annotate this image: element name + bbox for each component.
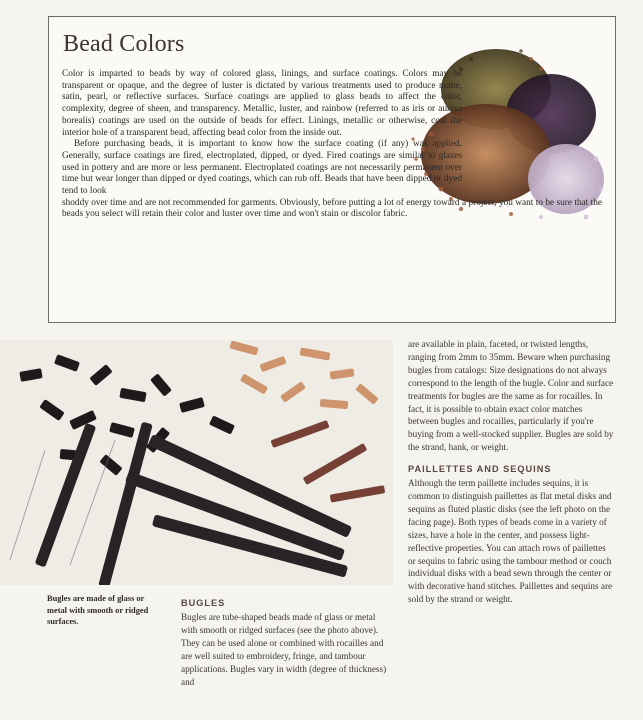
sidebar-paragraph-1: Color is imparted to beads by way of colored glass, linings, and surface coatings. Colors may be transparent or opaque, and the degree of luster is dictated by various treatments used to produce matte, satin, pearl, or reflective surfaces. Surface coatings are applied to glass beads to affect the color, complexity, degree of sheen, and transparency. Metallic, luster, and rainbow (referred to as iris or aurora borealis) coatings are used on the outside of beads for effect. Linings, metallic or otherwise, coat the interior hole of a transparent bead, affecting bead color from the inside out. <box>62 69 462 138</box>
bugle-beads-photo <box>0 340 393 585</box>
bugles-column <box>181 611 390 688</box>
sidebar-body <box>62 69 602 221</box>
right-column <box>408 338 615 606</box>
sidebar-paragraph-2: Before purchasing beads, it is important to know how the surface coating (if any) was applied. Generally, surface coatings are fired, electroplated, dipped, or dyed. Fired coatings are similar to glazes used in pottery and are more or less permanent. Electroplated coatings are not necessarily permanent over time but wear longer than dipped or dyed coatings, which can rub off. Beads that have been dipped or dyed tend to look <box>62 139 462 197</box>
bugles-continued-text: are available in plain, faceted, or twisted lengths, ranging from 2mm to 35mm. Beware when purchasing bugles from catalogs: Size designations do not always correspond to the length of the bugle. Color and surface treatments for bugles are the same as for rocailles. In fact, it is possible to obtain exact color matches between bugles and rocailles, particularly if you're buying from a well-stocked supplier. Bugles are sold by the strand, hank, or weight. <box>408 339 614 453</box>
paillettes-heading: PAILLETTES AND SEQUINS <box>408 464 552 475</box>
bead-colors-sidebar <box>48 16 616 323</box>
bugles-text: Bugles are tube-shaped beads made of glass or metal with smooth or ridged surfaces (see the photo above). They can be used alone or combined with rocailles and are well suited to embroidery, fringe, and tambour applications. Bugles vary in width (degree of thickness) and <box>181 612 387 687</box>
sidebar-title: Bead Colors <box>63 31 185 57</box>
photo-caption: Bugles are made of glass or metal with smooth or ridged surfaces. <box>47 594 149 626</box>
sidebar-paragraph-2-continued: shoddy over time and are not recommended for garments. Obviously, before putting a lot of energy toward a project, you want to be sure that the beads you select will retain their color and luster over time and won't stain or discolor fabric. <box>62 197 602 220</box>
bugles-heading: BUGLES <box>181 598 226 608</box>
paillettes-text: Although the term paillette includes sequins, it is common to distinguish paillettes as flat metal disks and sequins as fluted plastic disks (see the left photo on the facing page). Both types of beads come in a variety of sizes, have a hole in the center, and possess light-reflective properties. You can attach rows of paillettes or sequins to fabric using the tambour method or couch individual disks with a bead sewn through the center or with decorative hand stitches. Paillettes and sequins are sold by the strand or weight. <box>408 478 613 605</box>
